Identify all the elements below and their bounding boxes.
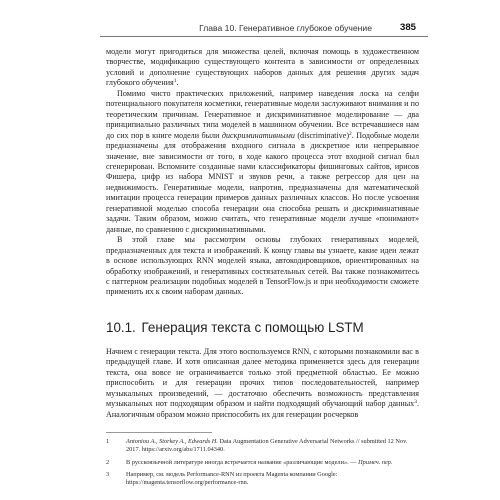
paragraph: модели могут пригодиться для множества целей, включая помощь в художественном творчестве, модификацию существующего контента в зависимости от определенных условий и дополнение существующих наборов данных для решения других задач глубокого обучения$^1$. — [106, 47, 419, 88]
footnote-mark: 1 — [106, 438, 110, 446]
page-number: 385 — [399, 22, 416, 33]
footnote: 2 В русскоязычной литературе иногда встречается название «различающие модели». — Примеч. пер. — [106, 458, 393, 466]
footnote-ref: 3 — [414, 399, 417, 406]
footnote-ref: 2 — [349, 130, 352, 137]
paragraph: Начнем с генерации текста. Для этого воспользуемся RNN, с которыми познакомили вас в предыдущей главе. И хотя описанная далее методика применяется здесь для генерации текста, она вовсе не ограничивается только этой предметной областью. Ее можно приспособить и для генерации прочих типов последовательностей, например музыкальных произведений, — достаточно обеспечить возможность представления музыкальных нот подходящим образом и найти подходящий обучающий набор данных$^3$. Аналогичным образом можно приспособить их для генерации росчерков — [106, 346, 419, 419]
footnote-mark: 2 — [106, 458, 110, 466]
paragraph: В этой главе мы рассмотрим основы глубоких генеративных моделей, предназначенных для текста и изображений. К концу главы вы узнаете, какие идеи лежат в основе использующих RNN моделей языка, автокодировщиков, ориентированных на обработку изображений, и генеративных состязательных сетей. Вы также познакомитесь с паттерном реализации подобных моделей в TensorFlow.js и при необходимости сможете применить их к своим наборам данных. — [106, 235, 419, 297]
page-body — [106, 47, 419, 492]
footnote-rule — [106, 432, 212, 433]
footnote-ref: 1 — [173, 78, 177, 85]
header-rule — [100, 36, 428, 37]
section-heading — [106, 320, 419, 335]
footnotes — [106, 438, 419, 487]
emphasis: дискриминативными — [221, 130, 295, 140]
chapter-title: Глава 10. Генеративное глубокое обучение — [199, 23, 372, 33]
section-number: 10.1. — [106, 319, 136, 335]
running-header — [0, 20, 500, 40]
footnote: 1 Antoniou A., Storkey A., Edwards H. Data Augmentation Generative Adversarial Networks // submitted 12 Nov. 2017. https://arxiv.org/abs/1711.04340. — [106, 438, 408, 454]
paragraph: Помимо чисто практических приложений, например наведения лоска на селфи потенциального покупателя косметики, генеративные модели заслуживают внимания и по теоретическим причинам. Генеративное и дискриминативное моделирование — два принципиально различных типа моделей в машинном обучении. Все встречавшиеся нам до сих пор в книге модели были дискриминативными (discriminative)$^2$. Подобные модели предназначены для отображения входного сигнала в дискретное или непрерывное значение, вне зависимости от того, в ходе какого процесса этот входной сигнал был сгенерирован. Вспомните созданные нами классификаторы фишинговых сайтов, ирисов Фишера, цифр из набора MNIST и звуков речи, а также регрессор для цен на недвижимость. Генеративные модели, напротив, предназначены для математической имитации процесса генерации примеров данных различных классов. Но после усвоения генеративной моделью способа генерации она способна решать и дискриминативные задачи. Таким образом, можно считать, что генеративные модели лучше «понимают» данные, по сравнению с дискриминативными. — [106, 88, 420, 234]
footnote: 3 Например, см. модель Performance-RNN из проекта Magenta компании Google: https://magenta.tensorflow.org/performance-rnn. — [106, 470, 338, 487]
section-title: Генерация текста с помощью LSTM — [141, 319, 364, 335]
footnote-mark: 3 — [106, 470, 110, 478]
